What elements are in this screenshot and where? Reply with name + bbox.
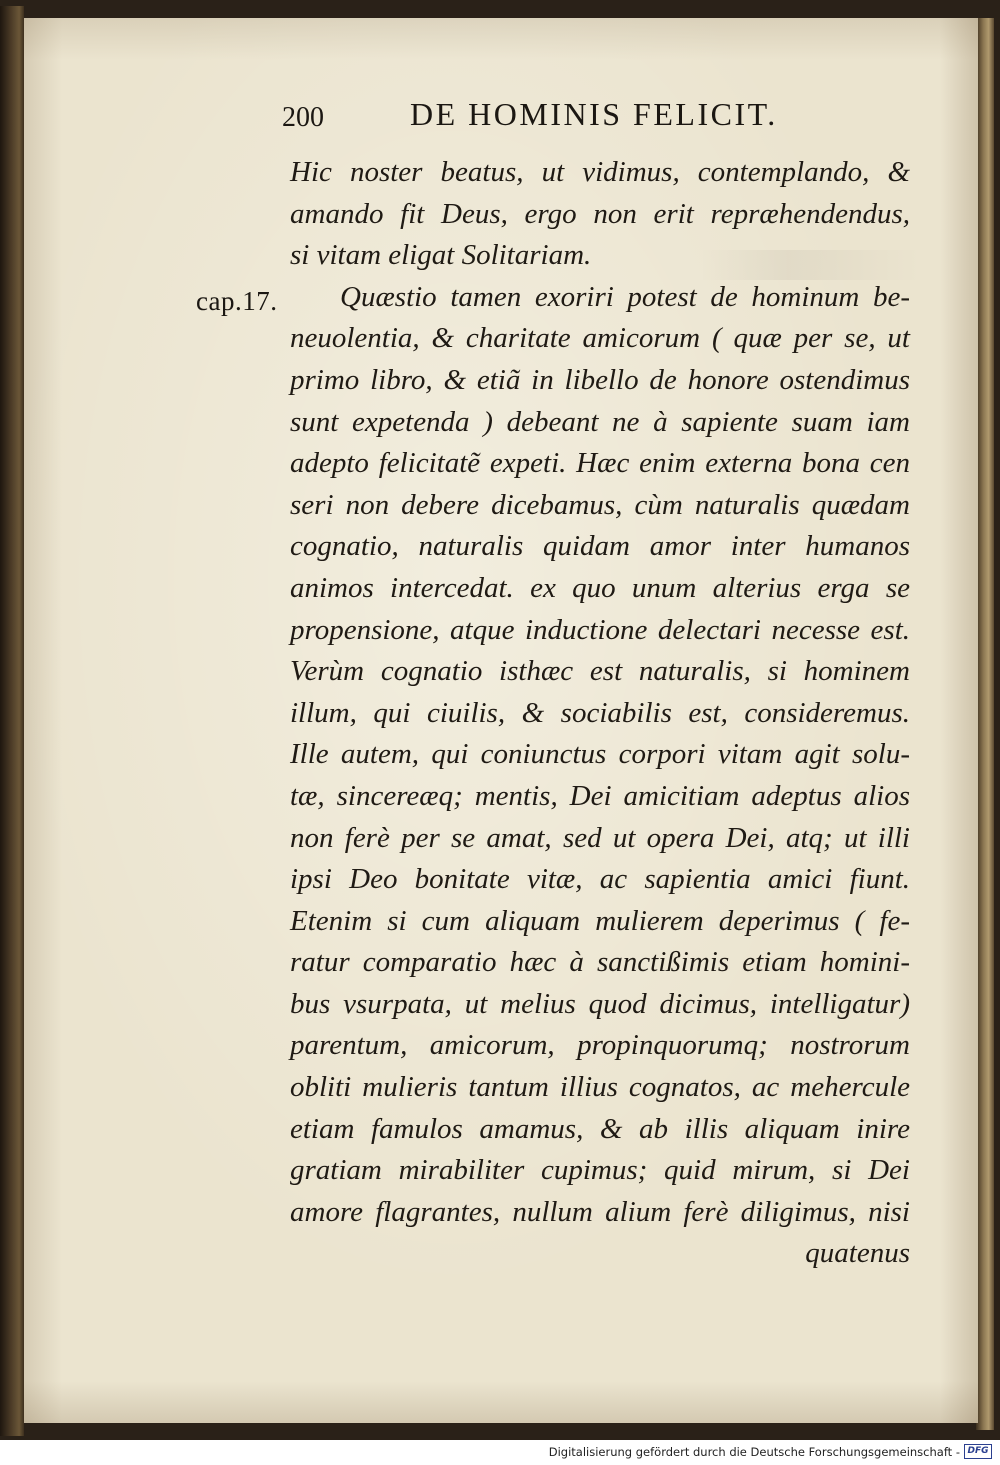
marginal-note: cap.17.	[196, 286, 278, 316]
footer-bar	[0, 1440, 1000, 1465]
text-line: ipsi Deo bonitate vitæ, ac sapientia amici fiunt.	[290, 863, 910, 896]
text-line: gratiam mirabiliter cupimus; quid mirum, si Dei	[290, 1154, 910, 1187]
page-title: DE HOMINIS FELICIT.	[410, 96, 778, 132]
text-line: illum, qui ciuilis, & sociabilis est, consideremus.	[290, 696, 910, 729]
dfg-logo-icon[interactable]: DFG	[964, 1444, 992, 1459]
text-line: amore flagrantes, nullum alium ferè diligimus, nisi	[290, 1195, 910, 1228]
text-line: neuolentia, & charitate amicorum ( quæ per se, ut	[290, 322, 910, 355]
page-number: 200	[282, 102, 324, 133]
text-line: propensione, atque inductione delectari necesse est.	[290, 613, 910, 646]
text-line: seri non debere dicebamus, cùm naturalis quædam	[290, 488, 910, 521]
text-line: amando fit Deus, ergo non erit repræhendendus,	[290, 197, 910, 230]
text-line: sunt expetenda ) debeant ne à sapiente suam iam	[290, 405, 910, 438]
funding-credit: Digitalisierung gefördert durch die Deutsche Forschungsgemeinschaft -	[548, 1445, 960, 1459]
text-line: Hic noster beatus, ut vidimus, contemplando, &	[290, 156, 910, 188]
running-head	[260, 96, 820, 140]
text-line: Verùm cognatio isthæc est naturalis, si hominem	[290, 655, 910, 688]
text-line: obliti mulieris tantum illius cognatos, ac mehercule	[290, 1071, 910, 1104]
text-line: etiam famulos amamus, & ab illis aliquam inire	[290, 1112, 910, 1145]
text-line: primo libro, & etiã in libello de honore ostendimus	[290, 363, 910, 396]
text-line: animos intercedat. ex quo unum alterius erga se	[290, 571, 910, 604]
book-page-edge	[976, 18, 994, 1430]
text-line: Quæstio tamen exoriri potest de hominum be-	[340, 280, 910, 313]
text-line: adepto felicitatẽ expeti. Hæc enim externa bona cen	[290, 447, 910, 480]
text-line: Ille autem, qui coniunctus corpori vitam agit solu-	[290, 738, 910, 771]
body-text	[290, 152, 910, 1275]
text-line: cognatio, naturalis quidam amor inter humanos	[290, 530, 910, 563]
text-line: Etenim si cum aliquam mulierem deperimus ( fe-	[290, 904, 910, 937]
text-line: si vitam eligat Solitariam.	[290, 239, 592, 272]
text-line: bus vsurpata, ut melius quod dicimus, intelligatur)	[290, 987, 910, 1020]
text-line: non ferè per se amat, sed ut opera Dei, atq; ut illi	[290, 821, 910, 854]
book-spine-edge	[0, 6, 24, 1436]
text-line: parentum, amicorum, propinquorumq; nostrorum	[290, 1029, 910, 1062]
catchword: quatenus	[805, 1237, 910, 1270]
text-line: tæ, sincereæq; mentis, Dei amicitiam adeptus alios	[290, 779, 910, 812]
text-line: ratur comparatio hæc à sanctißimis etiam homini-	[290, 946, 910, 979]
